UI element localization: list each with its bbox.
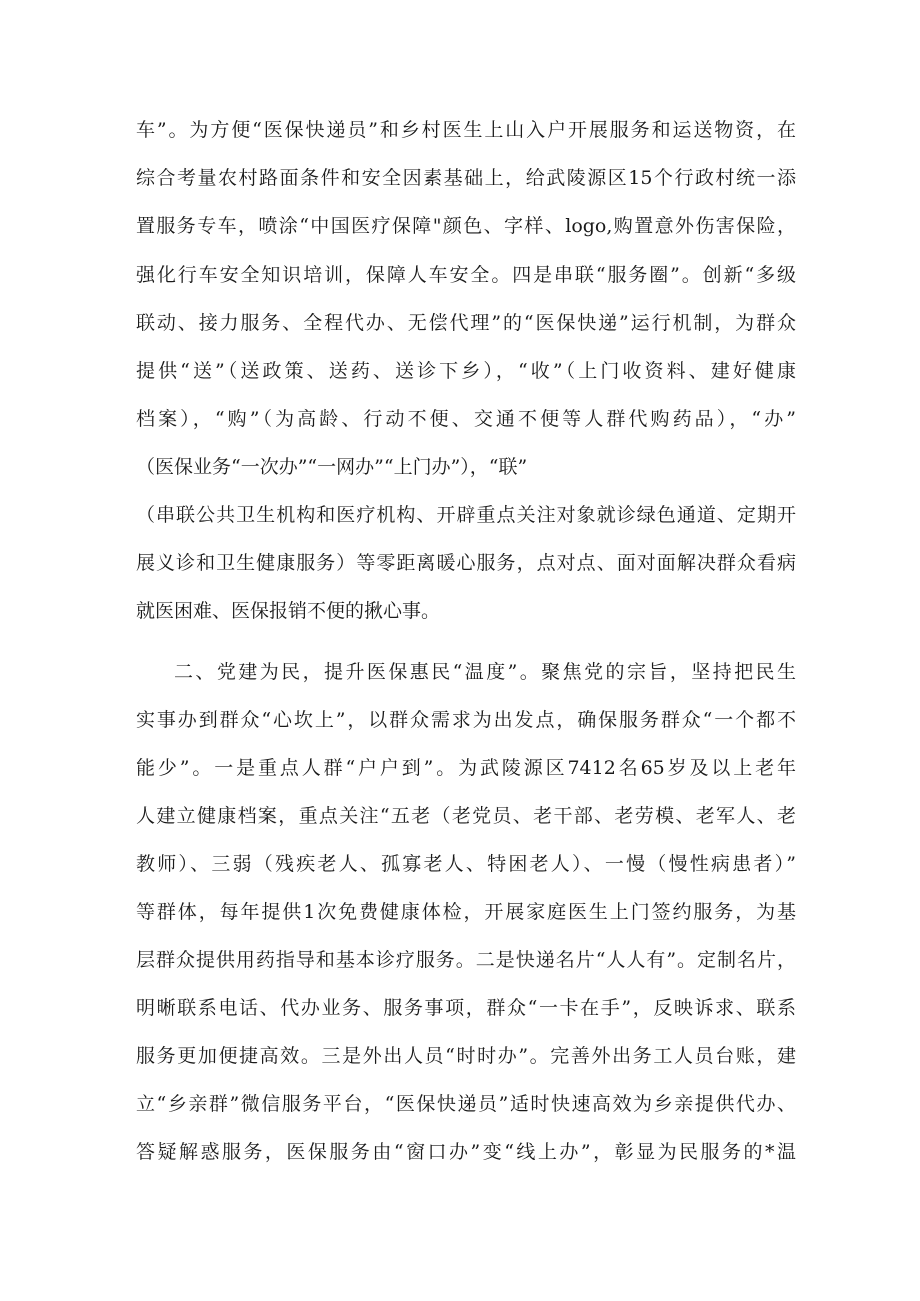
text-line: 人建立健康档案，重点关注“五老（老党员、老干部、老劳模、老军人、老 — [136, 805, 796, 827]
text-line: 教师）、三弱（残疾老人、孤寡老人、特困老人）、一慢（慢性病患者）” — [136, 853, 796, 875]
text-line: 车”。为方便“医保快递员”和乡村医生上山入户开展服务和运送物资，在 — [136, 119, 796, 141]
text-line: 就医困难、医保报销不便的揪心事。 — [136, 600, 441, 622]
text-line: 置服务专车，喷涂“中国医疗保障"颜色、字样、logo,购置意外伤害保险， — [136, 215, 796, 237]
text-line: 层群众提供用药指导和基本诊疗服务。二是快递名片“人人有”。定制名片， — [136, 949, 796, 971]
text-line: 提供“送”（送政策、送药、送诊下乡），“收”（上门收资料、建好健康 — [136, 360, 796, 382]
text-line: 档案），“购”（为高龄、行动不便、交通不便等人群代购药品），“办” — [136, 408, 796, 430]
text-line: 等群体，每年提供1次免费健康体检，开展家庭医生上门签约服务，为基 — [136, 901, 796, 923]
text-line: （医保业务“一次办”“一网办”“上门办”），“联” — [136, 456, 528, 478]
text-line: （串联公共卫生机构和医疗机构、开辟重点关注对象就诊绿色通道、定期开 — [136, 504, 796, 526]
text-line: 能少”。一是重点人群“户户到”。为武陵源区7412名65岁及以上老年 — [136, 757, 796, 779]
text-line: 明晰联系电话、代办业务、服务事项，群众“一卡在手”，反映诉求、联系 — [136, 997, 796, 1019]
text-line: 强化行车安全知识培训，保障人车安全。四是串联“服务圈”。创新“多级 — [136, 264, 796, 286]
text-line: 联动、接力服务、全程代办、无偿代理”的“医保快递”运行机制，为群众 — [136, 312, 796, 334]
text-line: 综合考量农村路面条件和安全因素基础上，给武陵源区15个行政村统一添 — [136, 167, 796, 189]
text-line: 展义诊和卫生健康服务）等零距离暖心服务，点对点、面对面解决群众看病 — [136, 552, 796, 574]
text-line: 立“乡亲群”微信服务平台，“医保快递员”适时快速高效为乡亲提供代办、 — [136, 1093, 796, 1115]
text-line: 实事办到群众“心坎上”，以群众需求为出发点，确保服务群众“一个都不 — [136, 709, 796, 731]
text-line: 服务更加便捷高效。三是外出人员“时时办”。完善外出务工人员台账，建 — [136, 1045, 796, 1067]
text-line: 答疑解惑服务，医保服务由“窗口办”变“线上办”，彰显为民服务的*温 — [136, 1141, 796, 1163]
paragraph-first-line: 二、党建为民，提升医保惠民“温度”。聚焦党的宗旨，坚持把民生 — [174, 661, 796, 683]
